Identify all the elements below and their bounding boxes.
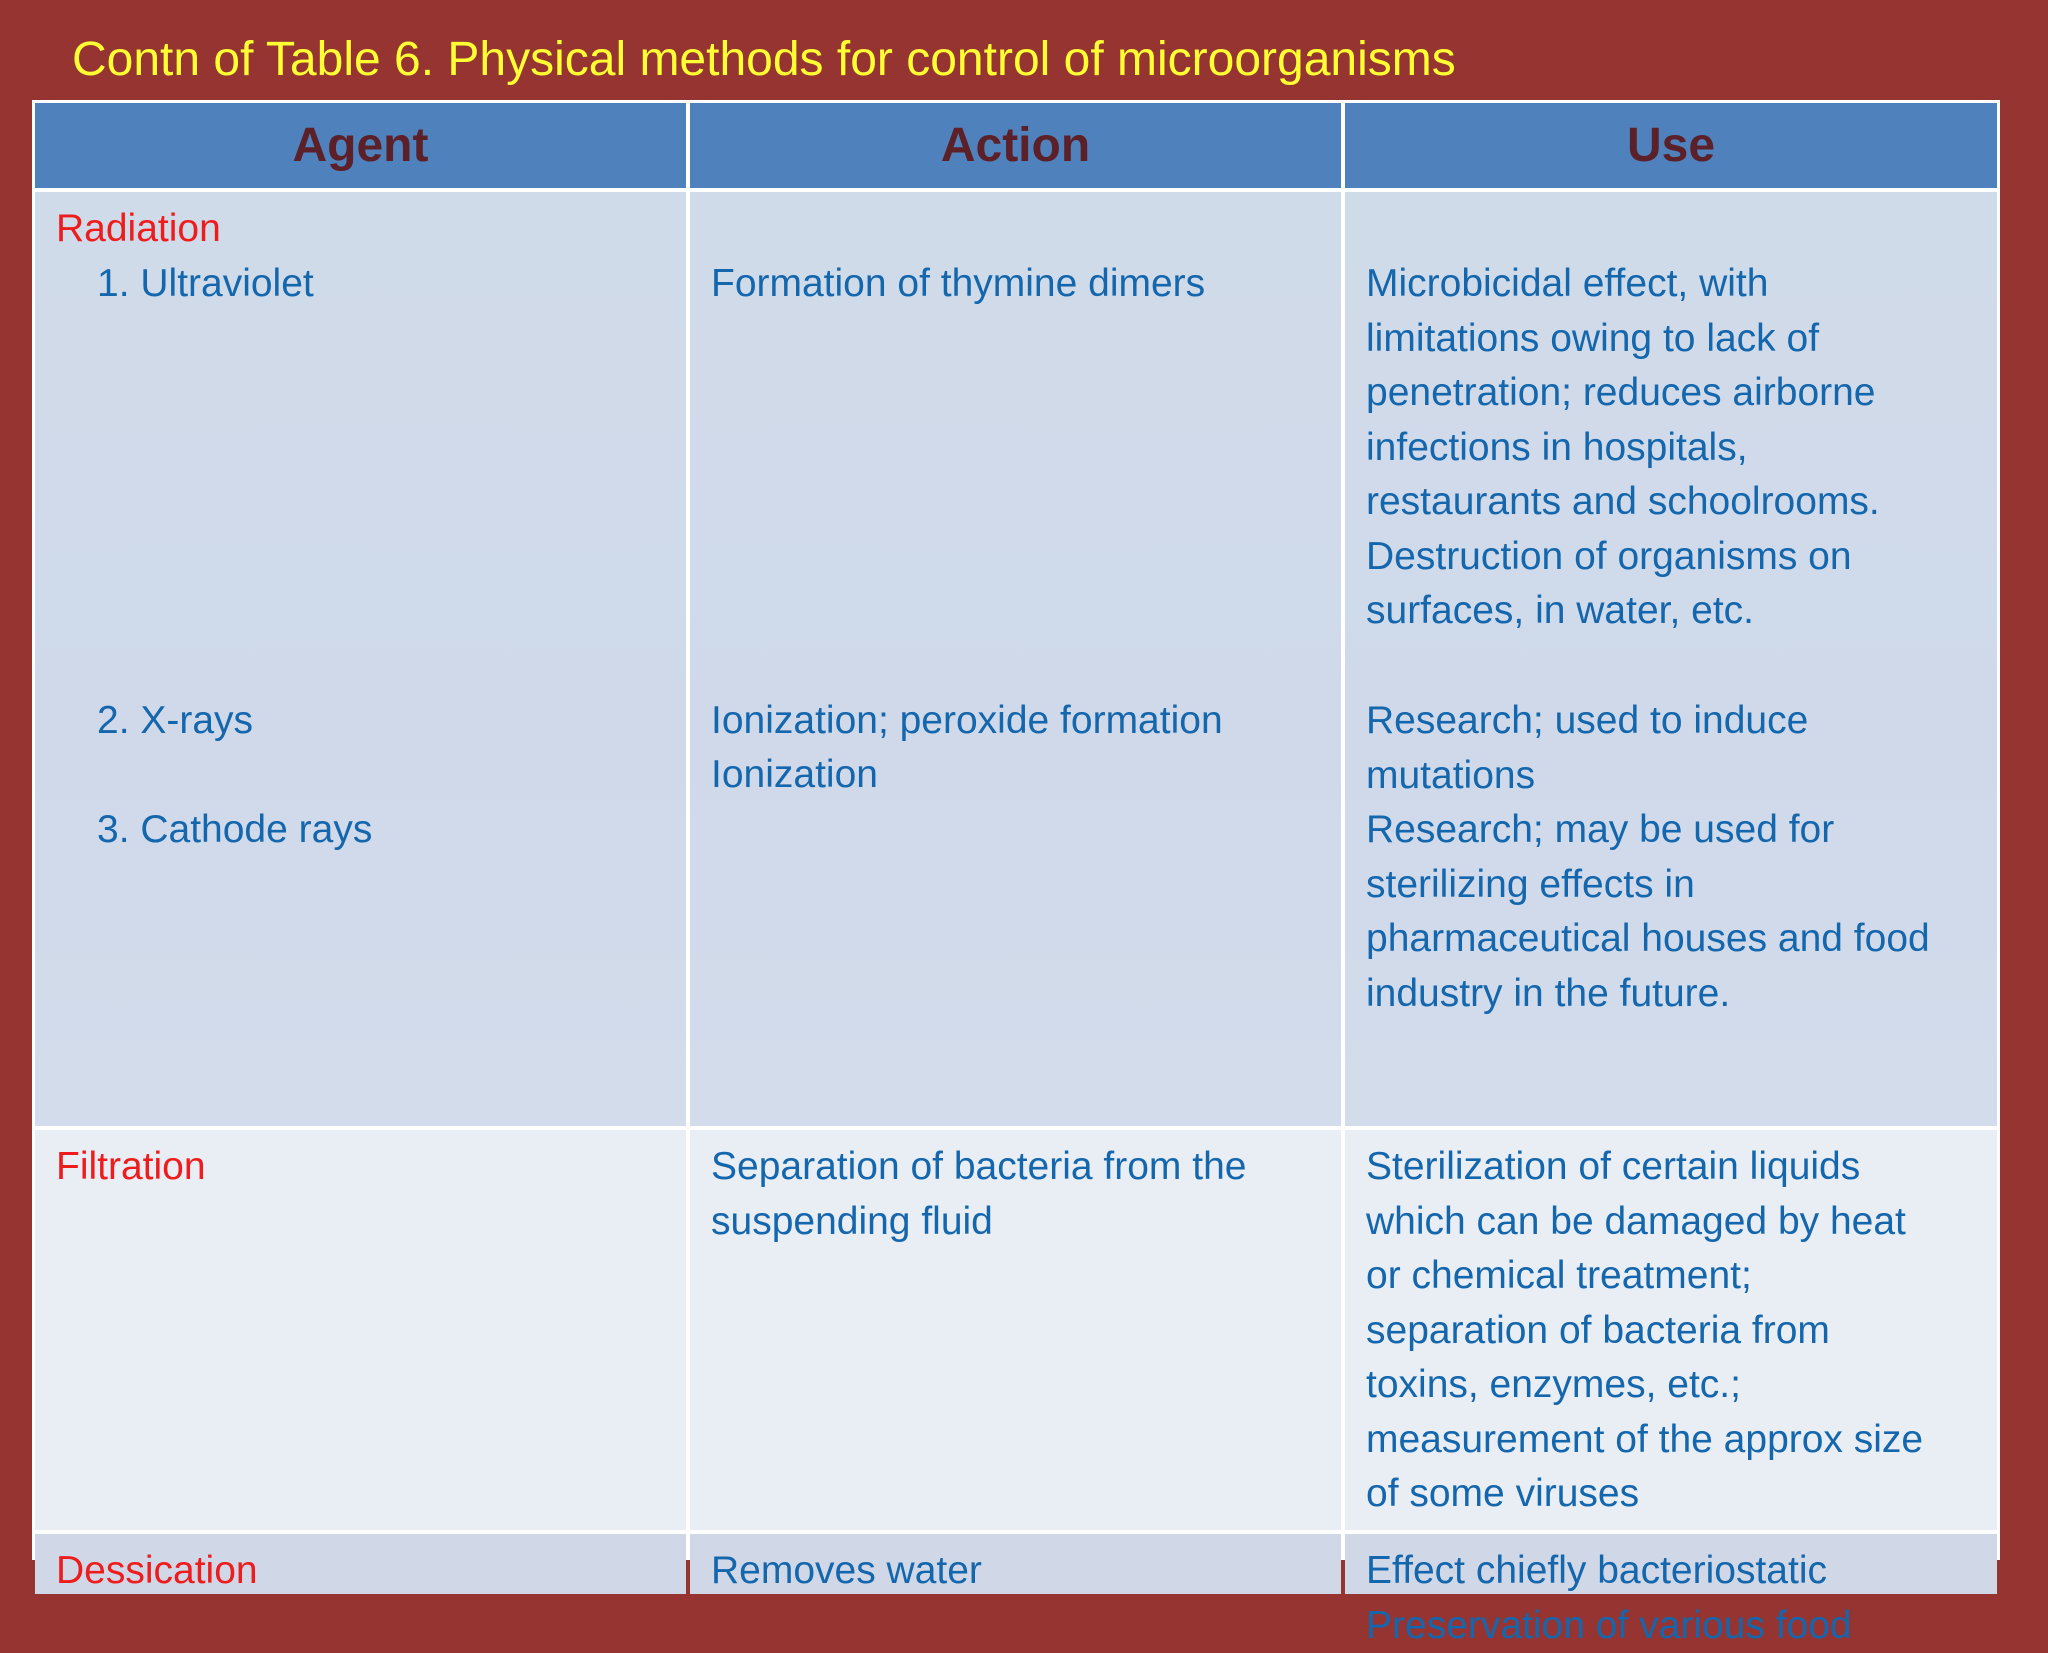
use-line: Effect chiefly bacteriostatic bbox=[1366, 1544, 1827, 1599]
table-header-row bbox=[35, 103, 1997, 188]
agent-cathode-rays: 3. Cathode rays bbox=[97, 803, 372, 858]
agent-cell-radiation bbox=[35, 192, 686, 1126]
use-line: limitations owing to lack of bbox=[1366, 312, 1819, 367]
agent-ultraviolet: 1. Ultraviolet bbox=[97, 257, 314, 312]
action-dessication: Removes water bbox=[711, 1544, 982, 1599]
use-line: Sterilization of certain liquids bbox=[1366, 1140, 1860, 1195]
use-line: restaurants and schoolrooms. bbox=[1366, 475, 1880, 530]
agent-cell-filtration bbox=[35, 1130, 686, 1530]
action-cell-dessication bbox=[690, 1534, 1341, 1594]
methods-table bbox=[32, 100, 2000, 1560]
action-cathode-rays: Ionization bbox=[711, 748, 878, 803]
use-cell-radiation bbox=[1345, 192, 1997, 1126]
use-cell-filtration bbox=[1345, 1130, 1997, 1530]
use-line: mutations bbox=[1366, 749, 1535, 804]
use-line: Destruction of organisms on bbox=[1366, 530, 1852, 585]
use-line: of some viruses bbox=[1366, 1467, 1639, 1522]
use-line: industry in the future. bbox=[1366, 967, 1730, 1022]
use-line: toxins, enzymes, etc.; bbox=[1366, 1358, 1741, 1413]
action-xrays: Ionization; peroxide formation bbox=[711, 694, 1223, 749]
action-line: Separation of bacteria from the bbox=[711, 1140, 1246, 1195]
use-line: Microbicidal effect, with bbox=[1366, 257, 1768, 312]
use-line: Research; used to induce bbox=[1366, 694, 1808, 749]
header-action: Action bbox=[690, 103, 1341, 188]
action-cell-filtration bbox=[690, 1130, 1341, 1530]
use-line: penetration; reduces airborne bbox=[1366, 366, 1876, 421]
use-line: Research; may be used for bbox=[1366, 803, 1834, 858]
use-line: pharmaceutical houses and food bbox=[1366, 912, 1930, 967]
use-line: surfaces, in water, etc. bbox=[1366, 584, 1754, 639]
use-cell-dessication bbox=[1345, 1534, 1997, 1594]
header-agent: Agent bbox=[35, 103, 686, 188]
header-use: Use bbox=[1345, 103, 1997, 188]
table-row-dessication bbox=[35, 1534, 1997, 1594]
action-line: suspending fluid bbox=[711, 1195, 993, 1250]
use-line: sterilizing effects in bbox=[1366, 858, 1695, 913]
action-ultraviolet: Formation of thymine dimers bbox=[711, 257, 1205, 312]
use-line: separation of bacteria from bbox=[1366, 1304, 1830, 1359]
slide-title: Contn of Table 6. Physical methods for control of microorganisms bbox=[72, 30, 1456, 90]
category-filtration: Filtration bbox=[56, 1140, 206, 1195]
use-line: Preservation of various food bbox=[1366, 1599, 1852, 1653]
category-dessication: Dessication bbox=[56, 1544, 258, 1599]
category-radiation: Radiation bbox=[56, 202, 221, 257]
agent-cell-dessication bbox=[35, 1534, 686, 1594]
use-line: which can be damaged by heat bbox=[1366, 1195, 1906, 1250]
agent-xrays: 2. X-rays bbox=[97, 694, 253, 749]
use-line: or chemical treatment; bbox=[1366, 1249, 1752, 1304]
action-cell-radiation bbox=[690, 192, 1341, 1126]
use-line: infections in hospitals, bbox=[1366, 421, 1748, 476]
table-row-radiation bbox=[35, 192, 1997, 1126]
use-line: measurement of the approx size bbox=[1366, 1413, 1923, 1468]
table-row-filtration bbox=[35, 1130, 1997, 1530]
